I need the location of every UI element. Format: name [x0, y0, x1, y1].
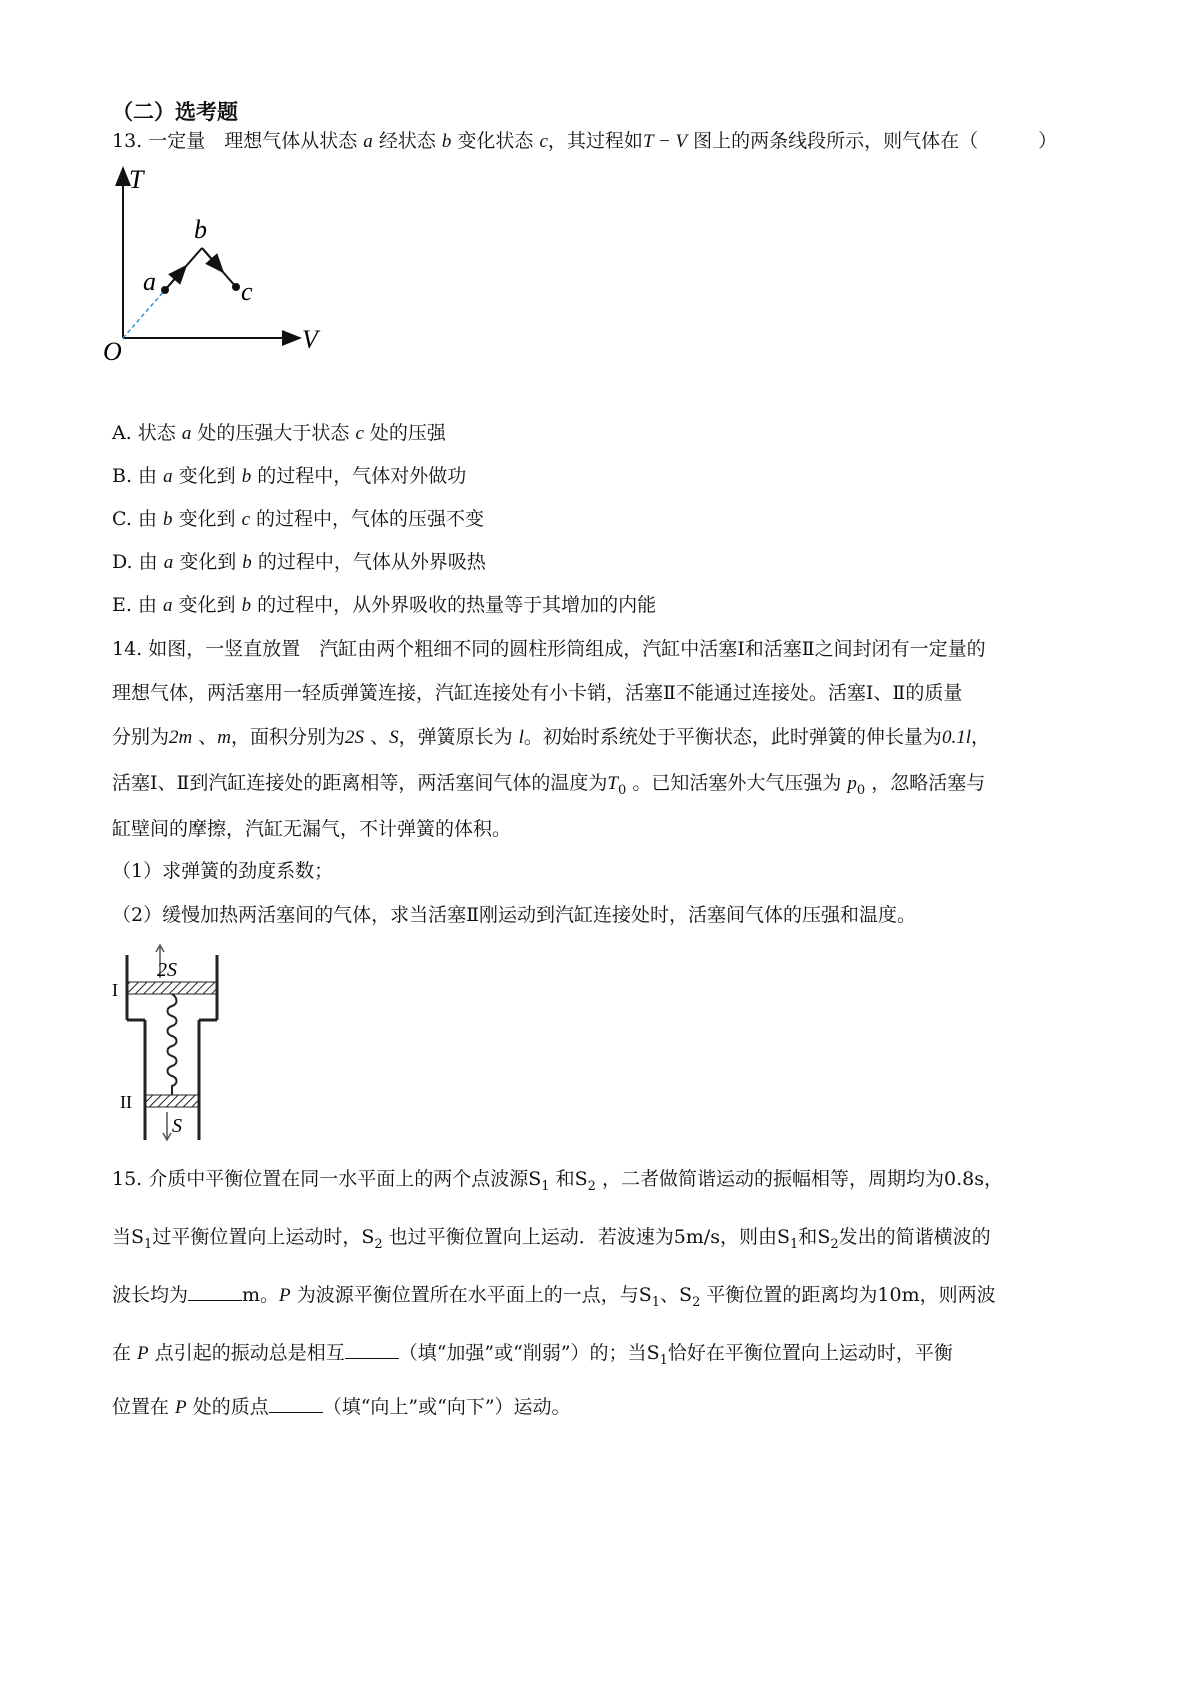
label-b: b — [194, 215, 207, 244]
answer-blank-interference[interactable] — [345, 1340, 399, 1359]
piston-ii-label: II — [120, 1092, 132, 1112]
point-a — [161, 286, 169, 294]
q15-line-1: 15. 介质中平衡位置在同一水平面上的两个点波源$S_1$ 和$S_2$ ，二者做简谐运动的振幅相等，周期均为0.8s， — [112, 1168, 1003, 1194]
spring — [168, 994, 177, 1095]
axis-t-label: T — [129, 165, 144, 194]
arrow-bc — [202, 248, 223, 272]
q14-subquestion-2: （2）缓慢加热两活塞间的气体，求当活塞Ⅱ刚运动到汽缸连接处时，活塞间气体的压强和温度。 — [112, 904, 917, 926]
q15-line-3: 波长均为 m。P 为波源平衡位置所在水平面上的一点，与$S_1$、$S_2$ 平衡位置的距离均为10m，则两波 — [112, 1284, 996, 1310]
q13-stem: 13. 一定量 理想气体从状态 a 经状态 b 变化状态 c，其过程如T − V 图上的两条线段所示，则气体在（ ） — [112, 130, 1058, 152]
q15-line-2: 当$S_1$过平衡位置向上运动时，$S_2$ 也过平衡位置向上运动．若波速为5m/s，则由$S_1$和$S_2$发出的简谐横波的 — [112, 1226, 991, 1252]
area-label-2s: 2S — [157, 959, 177, 981]
origin-label: O — [103, 337, 122, 366]
label-c: c — [241, 277, 253, 306]
tv-graph — [95, 160, 345, 375]
q14-line-3: 分别为2m 、m，面积分别为2S 、S，弹簧原长为 l。初始时系统处于平衡状态，此时弹簧的伸长量为0.1l， — [112, 726, 990, 748]
q13-option-b: B. 由 a 变化到 b 的过程中，气体对外做功 — [112, 465, 467, 487]
piston-i-label: I — [112, 980, 118, 1000]
q15-line-5: 位置在 P 处的质点 （填“向上”或“向下”）运动。 — [112, 1396, 571, 1418]
axis-v-label: V — [302, 325, 318, 354]
q14-line-4: 活塞Ⅰ、Ⅱ到汽缸连接处的距离相等，两活塞间气体的温度为$T_0$ 。已知活塞外大气压强为 $p_0$ ，忽略活塞与 — [112, 772, 986, 798]
cylinder-figure — [112, 940, 272, 1150]
q13-option-a: A. 状态 a 处的压强大于状态 c 处的压强 — [112, 422, 446, 444]
q13-option-d: D. 由 a 变化到 b 的过程中，气体从外界吸热 — [112, 551, 486, 573]
point-c — [232, 283, 240, 291]
arrow-ab — [165, 266, 186, 290]
area-label-s: S — [172, 1115, 182, 1137]
label-a: a — [143, 267, 156, 296]
section-title: （二）选考题 — [112, 100, 238, 124]
piston-ii — [146, 1095, 198, 1107]
q14-subquestion-1: （1）求弹簧的劲度系数； — [112, 860, 334, 882]
q15-line-4: 在 P 点引起的振动总是相互 （填“加强”或“削弱”）的；当$S_1$恰好在平衡位置向上运动时，平衡 — [112, 1342, 953, 1368]
piston-i — [128, 982, 216, 994]
answer-blank-direction[interactable] — [269, 1394, 323, 1413]
q13-option-e: E. 由 a 变化到 b 的过程中，从外界吸收的热量等于其增加的内能 — [112, 594, 657, 616]
q13-option-c: C. 由 b 变化到 c 的过程中，气体的压强不变 — [112, 508, 485, 530]
answer-blank-wavelength[interactable] — [188, 1282, 242, 1301]
q14-line-1: 14. 如图，一竖直放置 汽缸由两个粗细不同的圆柱形筒组成，汽缸中活塞Ⅰ和活塞Ⅱ之间封闭有一定量的 — [112, 638, 986, 660]
pencil-arrow-down — [163, 1112, 171, 1140]
q14-line-2: 理想气体，两活塞用一轻质弹簧连接，汽缸连接处有小卡销，活塞Ⅱ不能通过连接处。活塞Ⅰ、Ⅱ的质量 — [112, 682, 963, 704]
extension-dashed-line — [123, 290, 165, 338]
q14-line-5: 缸壁间的摩擦，汽缸无漏气，不计弹簧的体积。 — [112, 818, 512, 840]
